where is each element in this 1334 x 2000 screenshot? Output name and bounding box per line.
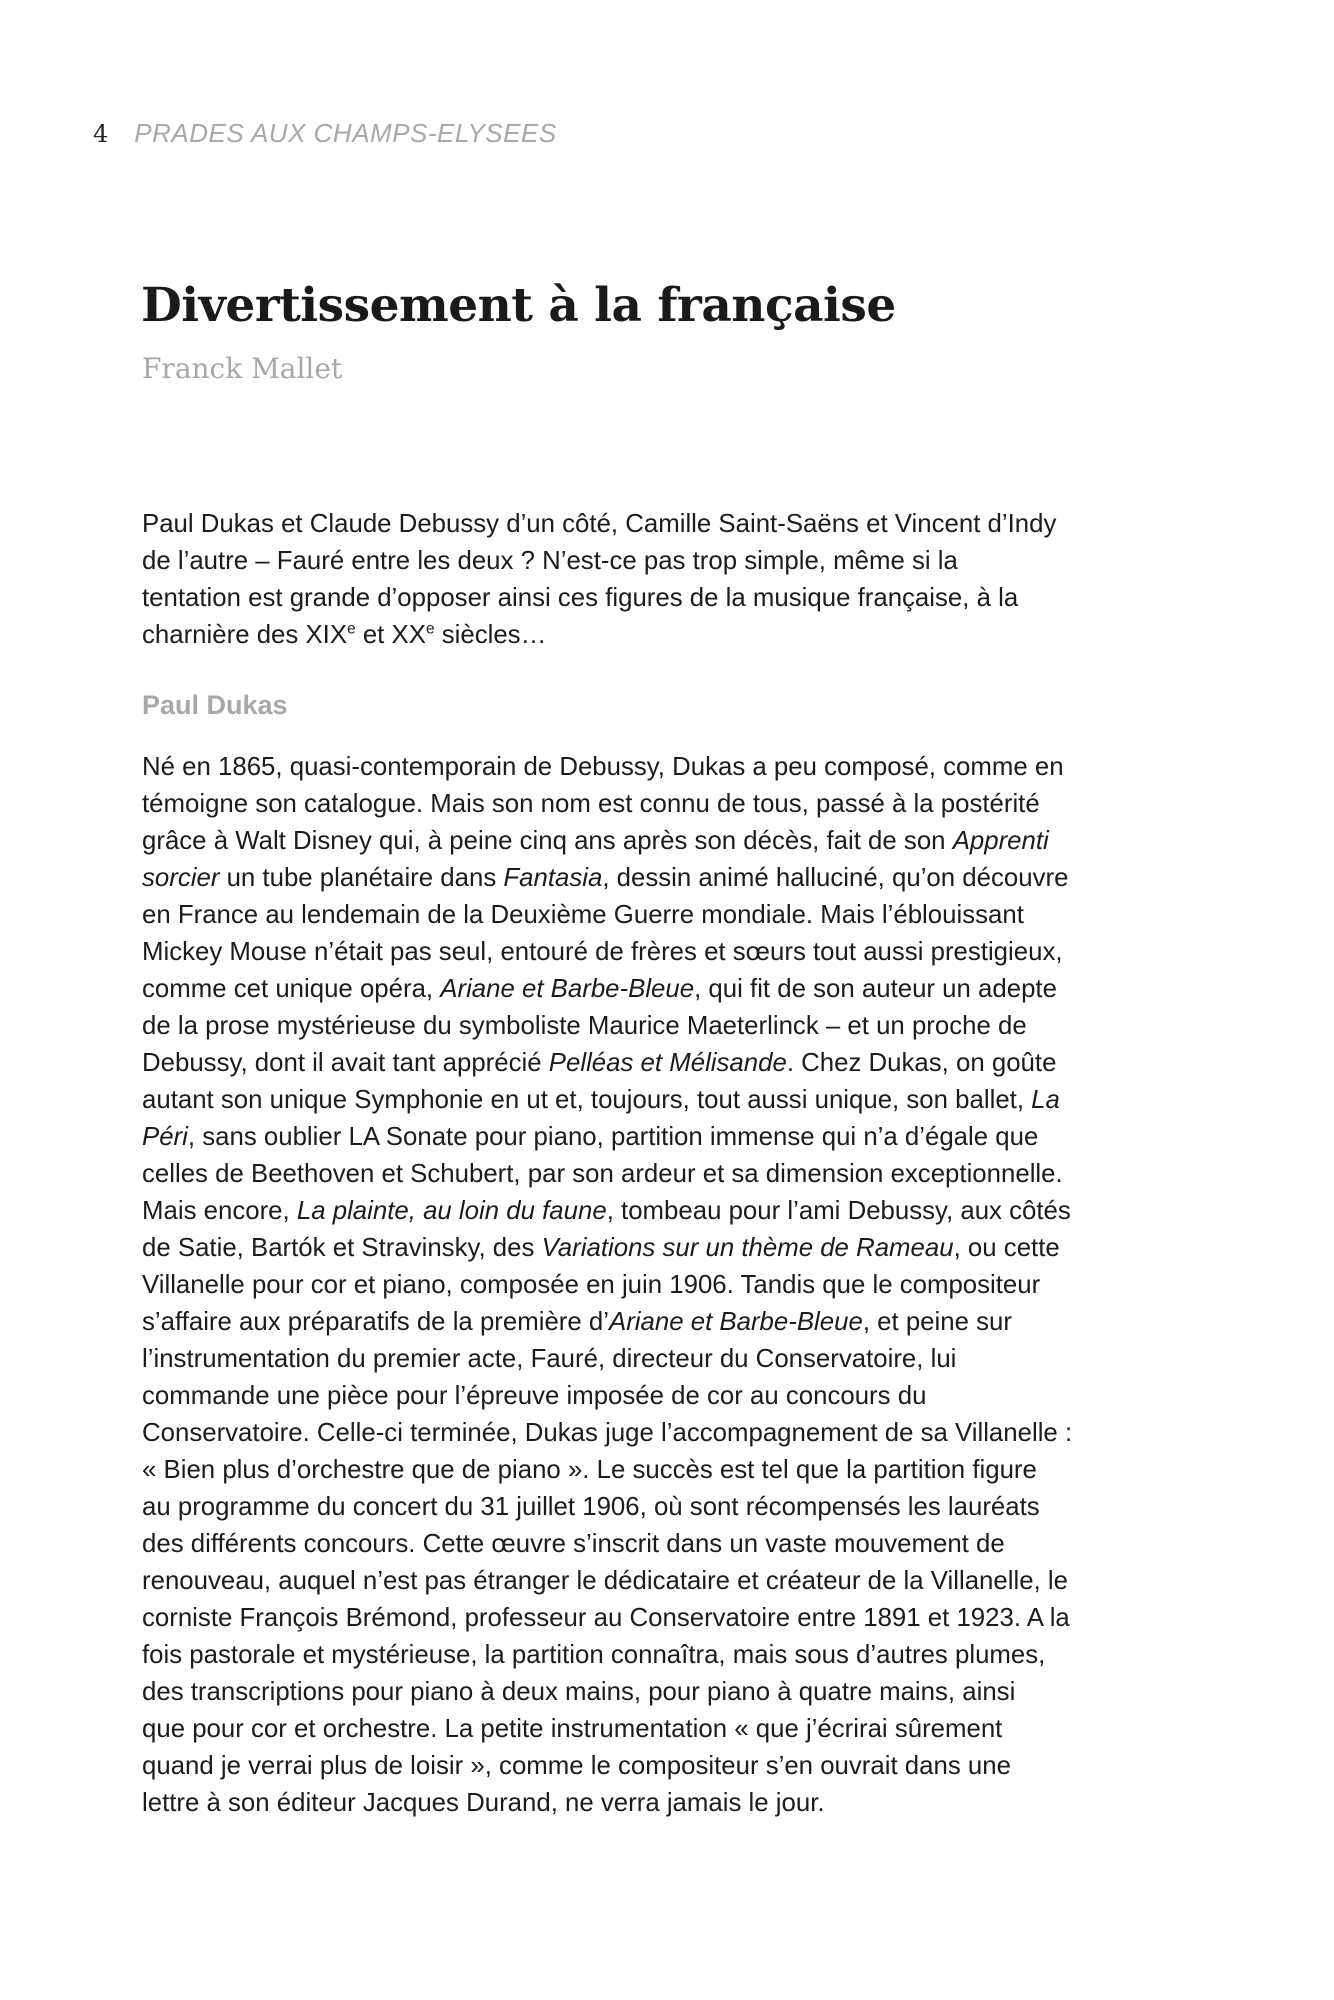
body-line <box>142 1045 1202 1082</box>
body-line <box>142 1008 1202 1045</box>
body-line <box>142 971 1202 1008</box>
article-author: Franck Mallet <box>142 352 343 385</box>
body-text-run: , et peine sur <box>862 1308 1012 1336</box>
body-line <box>142 1637 1202 1674</box>
body-line <box>142 1711 1202 1748</box>
body-text-run: commande une pièce pour l’épreuve imposée de cor au concours du <box>142 1382 927 1410</box>
body-line <box>142 1230 1202 1267</box>
body-line <box>142 1489 1202 1526</box>
italic-title: Péri <box>142 1123 188 1151</box>
body-text-run: , dessin animé halluciné, qu’on découvre <box>602 864 1069 892</box>
body-text-run: , sans oublier LA Sonate pour piano, partition immense qui n’a d’égale que <box>187 1123 1039 1151</box>
body-text-run: en France au lendemain de la Deuxième Guerre mondiale. Mais l’éblouissant <box>142 901 1024 929</box>
intro-text: charnière des XIX <box>142 621 348 649</box>
body-text-run: , ou cette <box>953 1234 1060 1262</box>
italic-title: sorcier <box>142 864 220 892</box>
intro-line: tentation est grande d’opposer ainsi ces figures de la musique française, à la <box>142 584 1019 612</box>
body-text-run: que pour cor et orchestre. La petite instrumentation « que j’écrirai sûrement <box>142 1715 1003 1743</box>
body-line <box>142 786 1202 823</box>
body-line <box>142 1600 1202 1637</box>
body-text-run: un tube planétaire dans <box>219 864 504 892</box>
body-line <box>142 1748 1202 1785</box>
body-text-run: Mais encore, <box>142 1197 297 1225</box>
body-text-run: l’instrumentation du premier acte, Fauré, directeur du Conservatoire, lui <box>142 1345 957 1373</box>
body-line <box>142 1341 1202 1378</box>
body-line <box>142 1267 1202 1304</box>
running-title: PRADES AUX CHAMPS-ELYSEES <box>134 118 557 148</box>
italic-title: La <box>1031 1086 1060 1114</box>
body-text-run: s’affaire aux préparatifs de la première d’ <box>142 1308 609 1336</box>
body-text-run: au programme du concert du 31 juillet 1906, où sont récompensés les lauréats <box>142 1493 1040 1521</box>
body-line <box>142 749 1202 786</box>
italic-title: La plainte, au loin du faune <box>296 1197 607 1225</box>
italic-title: Variations sur un thème de Rameau <box>541 1234 954 1262</box>
body-text-run: Né en 1865, quasi-contemporain de Debussy, Dukas a peu composé, comme en <box>142 753 1064 781</box>
section-heading: Paul Dukas <box>142 690 288 720</box>
italic-title: Pelléas et Mélisande <box>548 1049 787 1077</box>
italic-title: Ariane et Barbe-Bleue <box>608 1308 863 1336</box>
body-text-run: de Satie, Bartók et Stravinsky, des <box>142 1234 542 1262</box>
body-line <box>142 1526 1202 1563</box>
body-line <box>142 1785 1202 1822</box>
body-line <box>142 1082 1202 1119</box>
body-text-run: . Chez Dukas, on goûte <box>786 1049 1057 1077</box>
body-text-run: Debussy, dont il avait tant apprécié <box>142 1049 549 1077</box>
body-text-run: Mickey Mouse n’était pas seul, entouré de frères et sœurs tout aussi prestigieux, <box>142 938 1063 966</box>
body-line <box>142 1415 1202 1452</box>
body-text-run: lettre à son éditeur Jacques Durand, ne verra jamais le jour. <box>142 1789 825 1817</box>
body-text-run: Conservatoire. Celle-ci terminée, Dukas juge l’accompagnement de sa Villanelle : <box>142 1419 1073 1447</box>
body-line <box>142 1674 1202 1711</box>
superscript: e <box>347 620 356 638</box>
body-text-run: des transcriptions pour piano à deux mains, pour piano à quatre mains, ainsi <box>142 1678 1016 1706</box>
body-text-run: celles de Beethoven et Schubert, par son ardeur et sa dimension exceptionnelle. <box>142 1160 1063 1188</box>
body-line <box>142 823 1202 860</box>
intro-text: et XX <box>355 621 426 649</box>
body-text-run: Villanelle pour cor et piano, composée en juin 1906. Tandis que le compositeur <box>142 1271 1041 1299</box>
running-head <box>93 118 557 149</box>
body-line <box>142 1378 1202 1415</box>
body-text-run: des différents concours. Cette œuvre s’inscrit dans un vaste mouvement de <box>142 1530 1005 1558</box>
page-number: 4 <box>93 120 109 148</box>
body-line <box>142 1193 1202 1230</box>
body-text-run: , qui fit de son auteur un adepte <box>694 975 1057 1003</box>
intro-text: siècles… <box>434 621 547 649</box>
body-line <box>142 1156 1202 1193</box>
body-line <box>142 1563 1202 1600</box>
body-line <box>142 860 1202 897</box>
body-text-run: fois pastorale et mystérieuse, la partition connaîtra, mais sous d’autres plumes, <box>142 1641 1046 1669</box>
intro-line: de l’autre – Fauré entre les deux ? N’est-ce pas trop simple, même si la <box>142 547 958 575</box>
intro-line <box>142 617 1202 654</box>
body-text-run: corniste François Brémond, professeur au Conservatoire entre 1891 et 1923. A la <box>142 1604 1070 1632</box>
body-text-run: quand je verrai plus de loisir », comme le compositeur s’en ouvrait dans une <box>142 1752 1011 1780</box>
superscript: e <box>425 620 435 638</box>
body-line <box>142 1452 1202 1489</box>
body-text-run: de la prose mystérieuse du symboliste Maurice Maeterlinck – et un proche de <box>142 1012 1027 1040</box>
body-text-run: autant son unique Symphonie en ut et, toujours, tout aussi unique, son ballet, <box>142 1086 1032 1114</box>
body-text-run: comme cet unique opéra, <box>142 975 441 1003</box>
intro-paragraph <box>142 506 1202 654</box>
body-text-run: « Bien plus d’orchestre que de piano ». Le succès est tel que la partition figure <box>142 1456 1037 1484</box>
section-body <box>142 749 1202 1822</box>
italic-title: Fantasia <box>503 864 603 892</box>
body-line <box>142 934 1202 971</box>
body-text-run: témoigne son catalogue. Mais son nom est connu de tous, passé à la postérité <box>142 790 1040 818</box>
italic-title: Ariane et Barbe-Bleue <box>440 975 695 1003</box>
body-text-run: grâce à Walt Disney qui, à peine cinq ans après son décès, fait de son <box>142 827 953 855</box>
body-line <box>142 1119 1202 1156</box>
body-text-run: , tombeau pour l’ami Debussy, aux côtés <box>606 1197 1071 1225</box>
body-line <box>142 1304 1202 1341</box>
italic-title: Apprenti <box>952 827 1049 855</box>
body-text-run: renouveau, auquel n’est pas étranger le dédicataire et créateur de la Villanelle, le <box>142 1567 1068 1595</box>
intro-line: Paul Dukas et Claude Debussy d’un côté, Camille Saint-Saëns et Vincent d’Indy <box>142 510 1057 538</box>
article-title: Divertissement à la française <box>141 278 896 333</box>
body-line <box>142 897 1202 934</box>
